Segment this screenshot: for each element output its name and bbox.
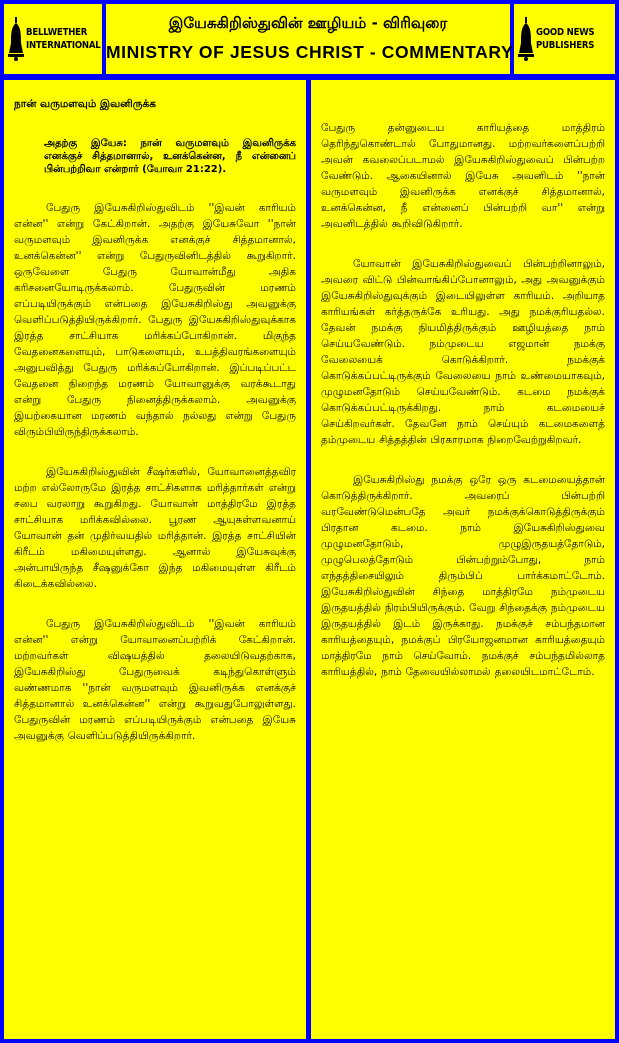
page-header [106, 4, 514, 74]
left-logo-line2: INTERNATIONAL [26, 40, 101, 51]
good-news-logo [514, 4, 615, 74]
page-title-english: MINISTRY OF JESUS CHRIST - COMMENTARY [106, 42, 514, 62]
bible-verse: அதற்கு இயேசு: நான் வருமளவும் இவனிருக்க எனக்குச் சித்தமானால், உனக்கென்ன, நீ என்னைப் பின்பற்றிவா என்றார் (யோவா 21:22). [44, 138, 296, 175]
article-heading: நான் வருமளவும் இவனிருக்க [14, 98, 156, 110]
right-logo-line1: GOOD NEWS [536, 27, 595, 38]
right-logo-line2: PUBLISHERS [536, 40, 595, 51]
left-column [4, 80, 306, 1039]
bellwether-logo [4, 4, 102, 74]
bell-icon [8, 17, 24, 61]
paragraph: பேதுரு தன்னுடைய காரியத்தை மாத்திரம் தெரிந்துகொண்டால் போதுமானது. மற்றவர்களைப்பற்றி அவன் கவலைப்படாமல் இயேசுகிறிஸ்துவைப் பின்பற்ற வேண்டும். ஆகையினால் இயேசு அவனிடம் ''நான் வருமளவும் இவனிருக்க எனக்குச் சித்தமானால், உனக்கென்ன, நீ என்னைப் பின்பற்றி வா'' என்று அவனிடத்தில் கூறிவிடுகிறார். [321, 122, 605, 230]
paragraph: யோவான் இயேசுகிறிஸ்துவைப் பின்பற்றினாலும், அவரை விட்டு பின்வாங்கிப்போனாலும், அது அவனுக்கும் இயேசுகிறிஸ்துவுக்கும் இடையிலுள்ள காரியம். அறியாத காரியங்கள் கர்த்தருக்கே உரியது. அது நமக்குரியதல்ல. தேவன் நமக்கு நியமித்திருக்கும் ஊழியத்தை நாம் செய்யவேண்டும். நம்முடைய எஜமான் நமக்கு வேலையைக் கொடுக்கிறார். நமக்குக் கொடுக்கப்பட்டிருக்கும் வேலையை நாம் உண்மையாகவும், முழுமனதோடும் செய்யவேண்டும். கடமை நமக்குக் கொடுக்கப்பட்டிருக்கிறது. நாம் கடமையைச் செய்கிறவர்கள். தேவனே நாம் செய்யும் கடமைகளைத் தம்முடைய சித்தத்தின் பிரகாரமாக நிறைவேற்றுகிறவர். [321, 258, 605, 446]
paragraph: பேதுரு இயேசுகிறிஸ்துவிடம் ''இவன் காரியம் என்ன'' என்று கேட்கிறான். அதற்கு இயேசுவோ ''நான் வருமளவும் இவனிருக்க எனக்குச் சித்தமானால், உனக்கென்ன'' என்று பேதுருவினிடத்தில் கூறுகிறார். ஒருவேளை பேதுரு யோவான்மீது அதிக கரிசனையோடிருக்கலாம். பேதுருவின் மரணம் எப்படியிருக்கும் என்பதை இயேசுகிறிஸ்து அவனுக்கு வெளிப்படுத்தியிருக்கிறார். பேதுரு இயேசுகிறிஸ்துவுக்காக இரத்த சாட்சியாக மரிக்கப்போகிறான். மிகுந்த வேதனைகளையும், பாடுகளையும், உபத்திவரங்களையும் அனுபவித்து பேதுரு மரிக்கப்போகிறான். இப்படிப்பட்ட வேதனை நிறைந்த மரணம் யோவானுக்கு வரக்கூடாது என்று பேதுரு நினைத்திருக்கலாம். அவனுக்கு இயற்கையான மரணம் வந்தால் நல்லது என்று பேதுரு விரும்பியிருந்திருக்கலாம். [14, 202, 296, 438]
right-column [311, 80, 615, 1039]
bell-icon [518, 17, 534, 61]
paragraph: இயேசுகிறிஸ்துவின் சீஷர்களில், யோவானைத்தவிர மற்ற எல்லோருமே இரத்த சாட்சிகளாக மரித்தார்கள் என்று சபை வரலாறு கூறுகிறது. யோவான் மாத்திரமே இரத்த சாட்சியாக மரிக்கவில்லை. பூரண ஆயுசுள்ளவனாய் யோவான் தன் முதிர்வயதில் மரித்தான். இரத்த சாட்சியின் கிரீடம் மகிமையுள்ளது. ஆனால் இயேசுவுக்கு அன்பாயிருந்த சீஷனுக்கோ இந்த மகிமையுள்ள கிரீடம் கிடைக்கவில்லை. [14, 466, 296, 590]
paragraph: இயேசுகிறிஸ்து நமக்கு ஒரே ஒரு கடமையைத்தான் கொடுத்திருக்கிறார். அவரைப் பின்பற்றி வரவேண்டுமென்பதே அவர் நமக்குக்கொடுத்திருக்கும் பிரதான கடமை. நாம் இயேசுகிறிஸ்துவை முழுமனதோடும், முழுஇருதயத்தோடும், முழுபெலத்தோடும் பின்பற்றும்போது, நாம் எந்தத்திசையிலும் திரும்பிப் பார்க்கமாட்டோம். இயேசுகிறிஸ்துவின் சிந்தை மாத்திரமே நம்முடைய இருதயத்தில் நிரம்பியிருக்கும். வேறு சிந்தைக்கு நம்முடைய இருதயத்தில் இடம் இருக்காது. நமக்குச் சம்பந்தமான காரியத்தையும், நமக்குப் பிரயோஜனமான காரியத்தையும் மாத்திரமே நாம் செய்வோம். நமக்குச் சம்பந்தமில்லாத காரியத்தில், நாம் தேவையில்லாமல் தலையிடமாட்டோம். [321, 474, 605, 678]
left-logo-line1: BELLWETHER [26, 27, 88, 38]
page-title-tamil: இயேசுகிறிஸ்துவின் ஊழியம் - விரிவுரை [168, 14, 448, 32]
paragraph: பேதுரு இயேசுகிறிஸ்துவிடம் ''இவன் காரியம் என்ன'' என்று யோவானைப்பற்றிக் கேட்கிறான். மற்றவர்கள் விஷயத்தில் தலையிடுவதற்காக, இயேசுகிறிஸ்து பேதுருவைக் கடிந்துகொள்ளும் வண்ணமாக ''நான் வருமளவும் இவனிருக்க எனக்குச் சித்தமானால் உனக்கென்ன'' என்று கூறுவதுபோலுள்ளது. பேதுருவின் மரணம் எப்படியிருக்கும் என்பதை இயேசு அவனுக்கு வெளிப்படுத்தியிருக்கிறார். [14, 618, 296, 742]
